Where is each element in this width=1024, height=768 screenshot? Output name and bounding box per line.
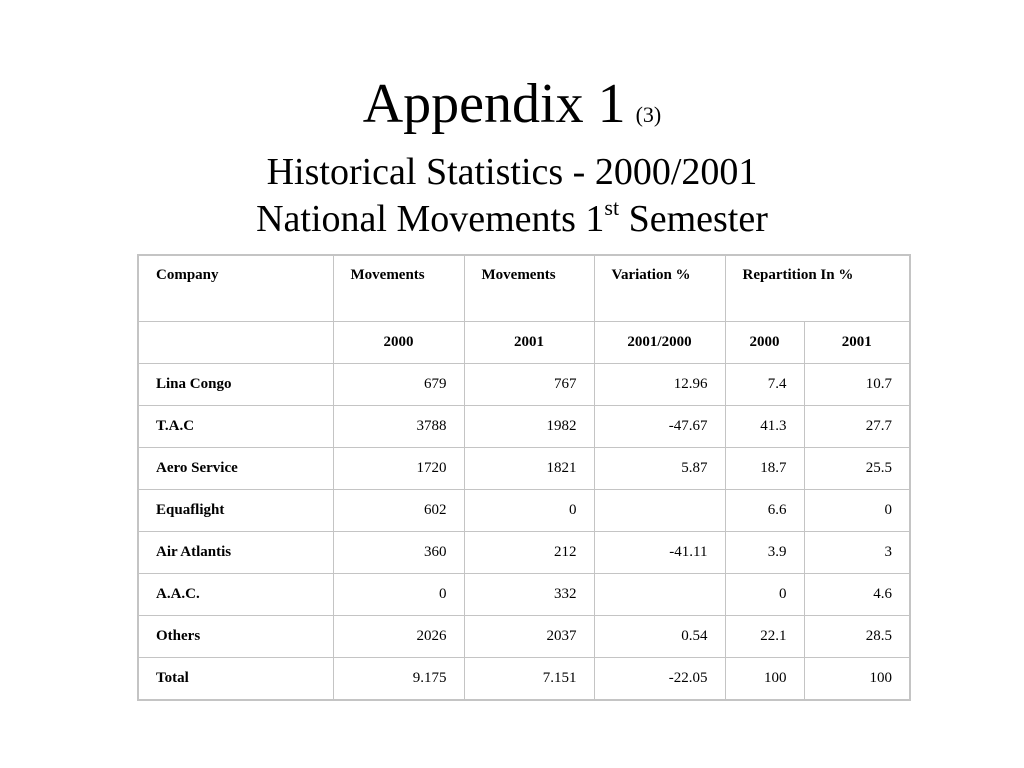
cell-company: Air Atlantis — [138, 531, 333, 573]
cell-repartition-2000: 100 — [725, 657, 804, 700]
slide-title — [0, 70, 1024, 243]
subheader-rep-2001: 2001 — [804, 321, 910, 363]
table-row — [138, 447, 910, 489]
table-row — [138, 363, 910, 405]
cell-variation: 0.54 — [594, 615, 725, 657]
header-variation-label: Variation % — [611, 267, 691, 283]
cell-movements-2000: 602 — [333, 489, 464, 531]
cell-movements-2000: 679 — [333, 363, 464, 405]
cell-movements-2000: 2026 — [333, 615, 464, 657]
cell-movements-2001: 2037 — [464, 615, 594, 657]
cell-movements-2001: 1982 — [464, 405, 594, 447]
cell-company: A.A.C. — [138, 573, 333, 615]
header-repartition: Repartition In % — [725, 255, 910, 321]
cell-repartition-2001: 10.7 — [804, 363, 910, 405]
table-row — [138, 573, 910, 615]
table-row — [138, 531, 910, 573]
cell-movements-2000: 360 — [333, 531, 464, 573]
cell-company: T.A.C — [138, 405, 333, 447]
cell-repartition-2000: 18.7 — [725, 447, 804, 489]
title-line3-sup: st — [604, 195, 620, 220]
cell-movements-2000: 1720 — [333, 447, 464, 489]
cell-movements-2000: 3788 — [333, 405, 464, 447]
cell-repartition-2000: 6.6 — [725, 489, 804, 531]
subheader-rep-2000: 2000 — [725, 321, 804, 363]
header-variation — [594, 255, 725, 321]
title-subtitle: Historical Statistics - 2000/2001 — [266, 151, 758, 193]
table-header-row — [138, 255, 910, 321]
cell-variation: -41.11 — [594, 531, 725, 573]
cell-movements-2001: 212 — [464, 531, 594, 573]
table-row — [138, 489, 910, 531]
subheader-2000: 2000 — [333, 321, 464, 363]
table-row — [138, 615, 910, 657]
cell-movements-2000: 0 — [333, 573, 464, 615]
header-movements-2000: Movements — [333, 255, 464, 321]
cell-repartition-2001: 0 — [804, 489, 910, 531]
cell-company: Others — [138, 615, 333, 657]
cell-repartition-2000: 22.1 — [725, 615, 804, 657]
cell-variation: 5.87 — [594, 447, 725, 489]
cell-variation — [594, 489, 725, 531]
cell-repartition-2001: 4.6 — [804, 573, 910, 615]
cell-movements-2001: 0 — [464, 489, 594, 531]
table-subheader-row — [138, 321, 910, 363]
cell-company: Lina Congo — [138, 363, 333, 405]
cell-repartition-2001: 28.5 — [804, 615, 910, 657]
cell-variation — [594, 573, 725, 615]
cell-company: Equaflight — [138, 489, 333, 531]
header-movements-2001: Movements — [464, 255, 594, 321]
cell-repartition-2000: 7.4 — [725, 363, 804, 405]
cell-repartition-2000: 41.3 — [725, 405, 804, 447]
title-line3-suffix: Semester — [619, 198, 768, 240]
subheader-2001: 2001 — [464, 321, 594, 363]
cell-repartition-2000: 3.9 — [725, 531, 804, 573]
cell-movements-2001: 332 — [464, 573, 594, 615]
cell-company: Total — [138, 657, 333, 700]
title-line3-prefix: National Movements 1 — [256, 198, 605, 240]
cell-movements-2000: 9.175 — [333, 657, 464, 700]
title-main: Appendix 1 — [362, 73, 626, 135]
table-row-total — [138, 657, 910, 700]
title-line-national — [0, 195, 1024, 243]
subheader-empty — [138, 321, 333, 363]
subheader-2001-2000: 2001/2000 — [594, 321, 725, 363]
cell-repartition-2001: 27.7 — [804, 405, 910, 447]
statistics-table — [137, 254, 911, 701]
cell-company: Aero Service — [138, 447, 333, 489]
cell-repartition-2001: 3 — [804, 531, 910, 573]
cell-variation: -22.05 — [594, 657, 725, 700]
cell-repartition-2001: 100 — [804, 657, 910, 700]
cell-movements-2001: 7.151 — [464, 657, 594, 700]
table-row — [138, 405, 910, 447]
header-company: Company — [138, 255, 333, 321]
cell-movements-2001: 767 — [464, 363, 594, 405]
cell-variation: 12.96 — [594, 363, 725, 405]
cell-repartition-2001: 25.5 — [804, 447, 910, 489]
title-number: (3) — [635, 102, 662, 127]
cell-movements-2001: 1821 — [464, 447, 594, 489]
cell-variation: -47.67 — [594, 405, 725, 447]
title-line-appendix — [0, 70, 1024, 149]
cell-repartition-2000: 0 — [725, 573, 804, 615]
